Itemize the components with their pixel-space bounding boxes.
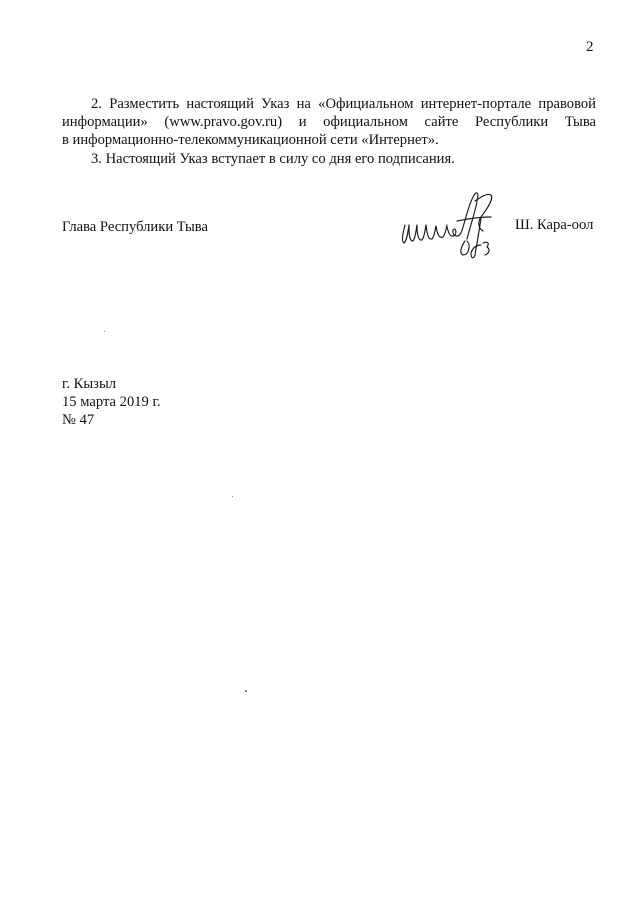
decree-date: 15 марта 2019 г. bbox=[62, 394, 161, 410]
signatory-position: Глава Республики Тыва bbox=[62, 219, 208, 235]
paragraph-line: 3. Настоящий Указ вступает в силу со дня его подписания. bbox=[91, 151, 455, 167]
handwritten-signature bbox=[395, 183, 507, 265]
paragraph-item-3 bbox=[62, 150, 596, 168]
paragraph-item-2 bbox=[62, 95, 596, 149]
city: г. Кызыл bbox=[62, 376, 117, 392]
scan-speck bbox=[232, 496, 233, 497]
paragraph-line: 2. Разместить настоящий Указ на «Официальном интернет-портале правовой bbox=[91, 96, 596, 112]
scan-speck bbox=[245, 690, 247, 692]
paragraph-line: информации» (www.pravo.gov.ru) и официальном сайте Республики Тыва bbox=[62, 114, 596, 130]
signatory-name: Ш. Кара-оол bbox=[515, 217, 594, 233]
decree-number: № 47 bbox=[62, 412, 95, 428]
place-date-block bbox=[62, 375, 160, 429]
scan-speck bbox=[104, 331, 105, 332]
paragraph-line: в информационно-телекоммуникационной сети «Интернет». bbox=[62, 132, 439, 148]
page-number: 2 bbox=[586, 39, 594, 55]
